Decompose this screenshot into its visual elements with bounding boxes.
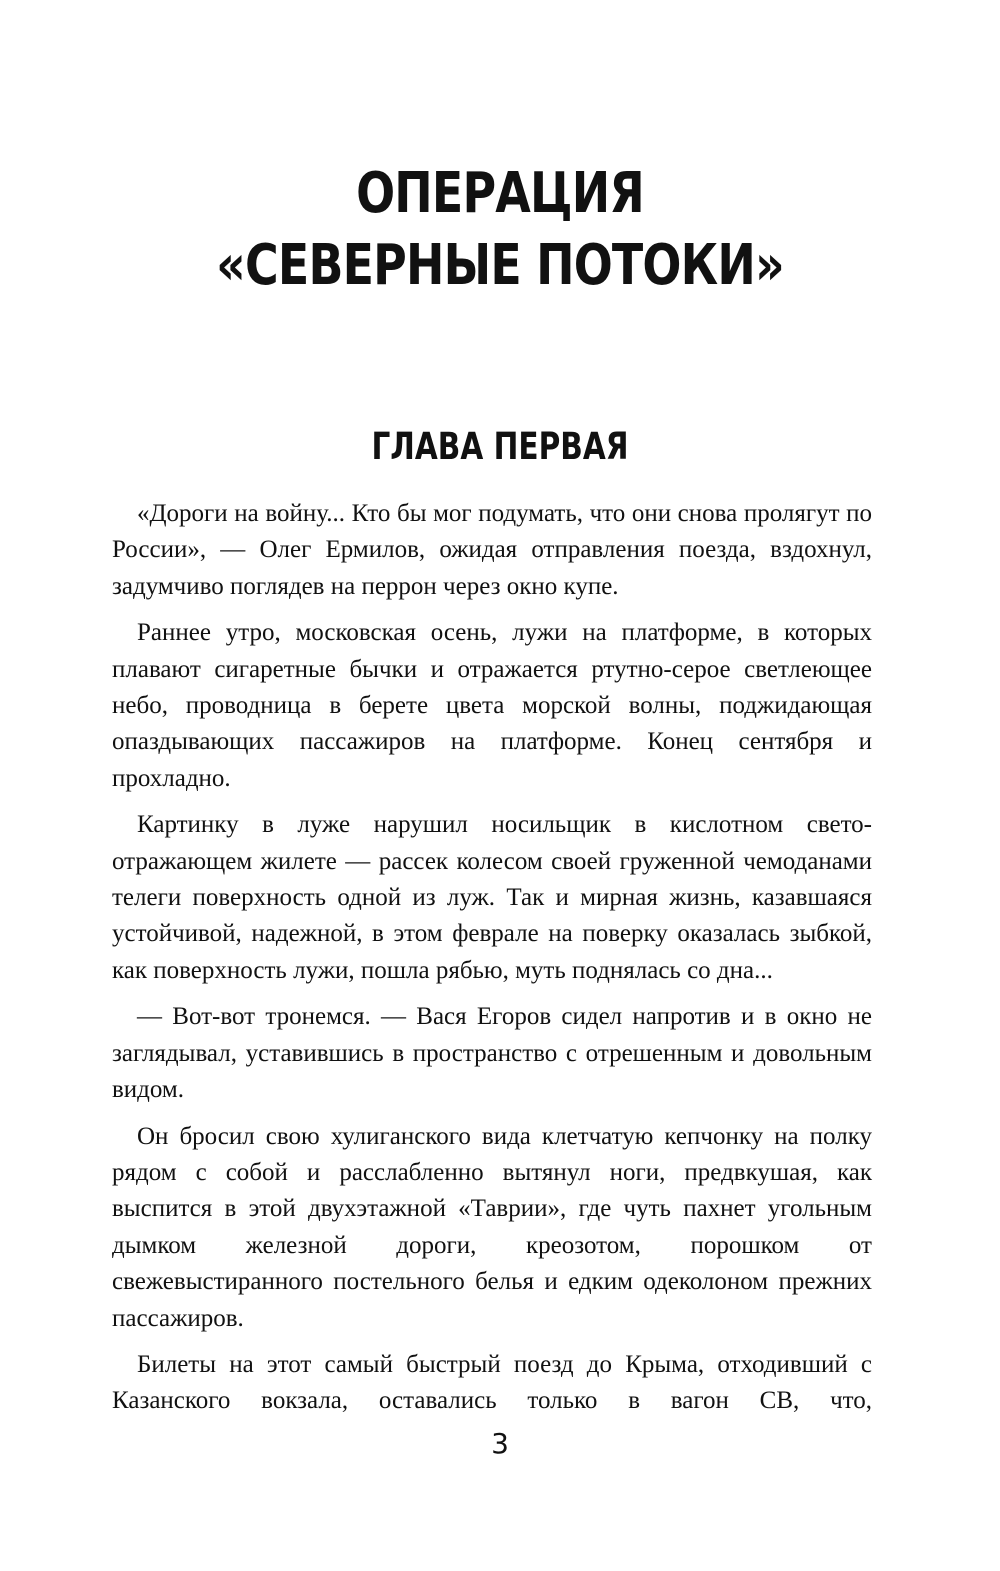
page-number: 3 xyxy=(491,1427,509,1460)
book-title xyxy=(90,158,910,302)
paragraph: Картинку в луже нарушил носильщик в кислотном светоотражающем жилете — рассек колесом своей груженной чемоданами телеги поверхность одной из луж. Так и мирная жизнь, казавшаяся устойчивой, надежной, в этом феврале на поверку оказалась зыбкой, как поверхность лужи, пошла рябью, муть поднялась со дна... xyxy=(112,811,872,984)
chapter-title: ГЛАВА ПЕРВАЯ xyxy=(371,425,629,468)
book-title-line-2: «СЕВЕРНЫЕ ПОТОКИ» xyxy=(216,233,784,298)
paragraph: Он бросил свою хулиганского вида клетчатую кепчонку на полку рядом с собой и расслабленно вытянул ноги, предвкушая, как выспится в этой двухэтажной «Таврии», где чуть пахнет угольным дымком железной дороги, креозотом, порошком от свежевыстиранного постельного белья и едким одеколоном прежних пассажиров. xyxy=(112,1122,872,1332)
paragraph: «Дороги на войну... Кто бы мог подумать, что они снова пролягут по России», — Олег Ермилов, ожидая отправления поезда, вздохнул, задумчиво поглядев на перрон через окно купе. xyxy=(112,500,872,600)
book-title-line-1: ОПЕРАЦИЯ xyxy=(356,161,644,226)
body-text xyxy=(112,496,872,1430)
paragraph: — Вот-вот тронемся. — Вася Егоров сидел напротив и в окно не заглядывал, уставившись в пространство с отрешенным и довольным видом. xyxy=(112,1003,872,1104)
paragraph: Раннее утро, московская осень, лужи на платформе, в которых плавают сигаретные бычки и отражается ртутно-серое светлеющее небо, проводница в берете цвета морской волны, поджидающая опаздывающих пассажиров на платформе. Конец сентября и прохладно. xyxy=(112,619,872,792)
paragraph: Билеты на этот самый быстрый поезд до Крыма, отходивший с Казанского вокзала, оставались только в вагон СВ, что, xyxy=(112,1350,872,1415)
